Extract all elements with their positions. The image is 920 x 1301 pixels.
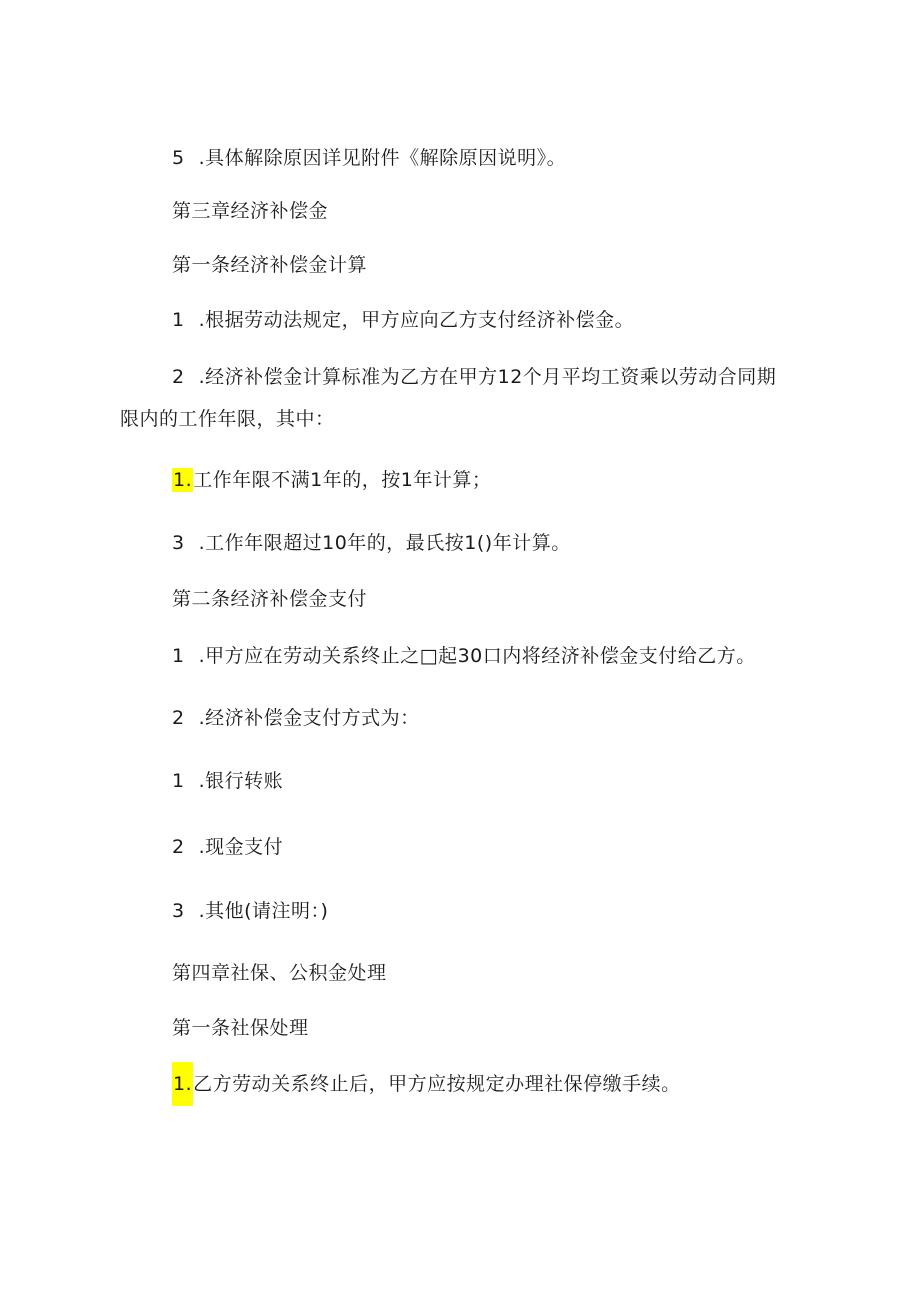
clause-number: 2 (172, 707, 185, 729)
clause-text: 乙方劳动关系终止后，甲方应按规定办理社保停缴手续。 (193, 1073, 681, 1095)
clause-number: 5 (172, 147, 185, 169)
clause-number: 2 (172, 836, 185, 858)
clause-2-continuation: 限内的工作年限，其中： (120, 408, 335, 430)
clause-number: 2 (172, 366, 185, 388)
article-heading: 第一条经济补偿金计算 (172, 254, 368, 276)
clause-text: .甲方应在劳动关系终止之□起30口内将经济补偿金支付给乙方。 (198, 645, 756, 667)
clause-number: 3 (172, 900, 185, 922)
highlighted-number: 1. (173, 469, 193, 491)
clause-text: .其他(请注明：) (198, 900, 329, 922)
clause-text: .根据劳动法规定，甲方应向乙方支付经济补偿金。 (198, 309, 635, 331)
chapter-heading: 第四章社保、公积金处理 (172, 962, 387, 984)
clause-5 (172, 146, 566, 170)
clause-3 (172, 531, 571, 555)
clause-number: 1 (172, 309, 185, 331)
payment-option-1 (172, 769, 283, 793)
clause-text: .银行转账 (198, 770, 284, 792)
clause-text: .经济补偿金计算标准为乙方在甲方12个月平均工资乘以劳动合同期 (198, 366, 777, 388)
clause-1 (172, 644, 756, 668)
clause-1 (172, 308, 634, 332)
payment-option-3 (172, 899, 328, 923)
sub-item-1-highlighted (172, 468, 491, 492)
clause-number: 3 (172, 532, 185, 554)
clause-number: 1 (172, 645, 185, 667)
clause-text: .具体解除原因详见附件《解除原因说明》。 (198, 147, 567, 169)
chapter-heading: 第三章经济补偿金 (172, 200, 329, 222)
clause-2 (172, 365, 776, 389)
clause-text: .经济补偿金支付方式为： (198, 707, 420, 729)
highlighted-number: 1. (172, 1062, 193, 1106)
clause-text: .工作年限超过10年的，最氏按1()年计算。 (198, 532, 571, 554)
article-heading: 第一条社保处理 (172, 1017, 309, 1039)
article-heading: 第二条经济补偿金支付 (172, 588, 368, 610)
sub-item-1-highlighted (172, 1072, 681, 1096)
clause-text: 工作年限不满1年的，按1年计算； (193, 469, 492, 491)
clause-2 (172, 706, 420, 730)
clause-number: 1 (172, 770, 185, 792)
clause-text: .现金支付 (198, 836, 284, 858)
payment-option-2 (172, 835, 283, 859)
